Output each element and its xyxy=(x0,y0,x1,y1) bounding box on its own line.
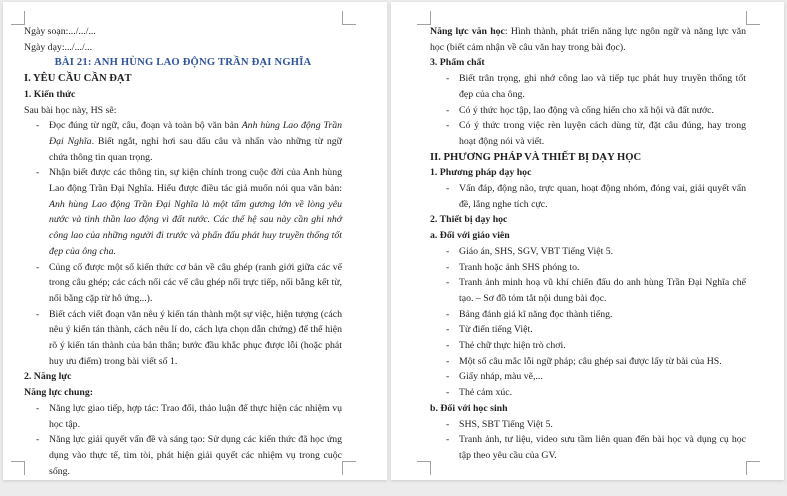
page-right-content xyxy=(430,24,746,464)
bullet-text xyxy=(459,244,746,260)
text-run: Tranh ảnh minh hoạ vũ khí chiến đấu do anh hùng Trần Đại Nghĩa chế tạo. – Sơ đồ tóm tắt nội dung bài đọc. xyxy=(459,277,746,304)
text-run: Thẻ cảm xúc. xyxy=(459,387,513,399)
bullet-dash-icon: - xyxy=(36,120,40,132)
bullet-item xyxy=(24,432,342,479)
page-left xyxy=(3,2,387,480)
bullet-text xyxy=(459,354,746,370)
bullet-dash-icon: - xyxy=(36,261,40,273)
bullet-text xyxy=(459,307,746,323)
text-run: Biết trân trọng, ghi nhớ công lao và tiếp tục phát huy truyền thống tốt đẹp của cha ông. xyxy=(459,73,746,100)
bullet-item xyxy=(430,118,746,149)
bullet-item xyxy=(430,307,746,323)
text-run: Năng lực chung: xyxy=(24,387,94,399)
bullet-dash-icon: - xyxy=(446,183,450,195)
text-run: 1. Phương pháp dạy học xyxy=(430,167,532,179)
page-right xyxy=(391,2,784,480)
bullet-dash-icon: - xyxy=(446,308,450,320)
text-run: 2. Năng lực xyxy=(24,371,72,383)
text-run: Giấy nháp, màu vẽ,... xyxy=(459,371,543,383)
bullet-dash-icon: - xyxy=(36,402,40,414)
crop-mark-bottom-right-icon xyxy=(746,461,760,475)
text-run: Ngày soạn:.../.../... xyxy=(24,26,96,37)
bullet-text xyxy=(459,369,746,385)
text-run: Anh hùng Lao động Trần Đại Nghĩa là một tấm gương lớn về lòng yêu nước và tinh thần lao động vì đất nước. Các thế hệ sau này cần ghi nhớ công lao của những người đi trước và phấn đấu phát huy truyền thống tốt đẹp của ông cha. xyxy=(49,198,342,257)
section-heading xyxy=(430,150,746,166)
bullet-item xyxy=(24,118,342,165)
paragraph xyxy=(24,103,342,119)
text-run: Có ý thức học tập, lao động và cống hiến cho xã hội và đất nước. xyxy=(459,104,714,116)
text-run: Sau bài học này, HS sẽ: xyxy=(24,104,117,116)
doc-title xyxy=(24,55,342,71)
sub-heading xyxy=(430,228,746,244)
bullet-item xyxy=(430,103,746,119)
text-run: Có ý thức trong việc rèn luyện cách dùng từ, đặt câu đúng, hay trong hoạt động nói và viết. xyxy=(459,120,746,147)
bullet-dash-icon: - xyxy=(36,434,40,446)
sub-heading xyxy=(430,165,746,181)
bullet-dash-icon: - xyxy=(446,277,450,289)
sub-heading xyxy=(24,385,342,401)
bullet-item xyxy=(24,260,342,307)
bullet-dash-icon: - xyxy=(446,387,450,399)
bullet-item xyxy=(430,432,746,463)
text-run: Ngày dạy:.../.../... xyxy=(24,41,93,53)
sub-heading xyxy=(430,212,746,228)
text-run: a. Đối với giáo viên xyxy=(430,230,510,242)
text-run: Biết cách viết đoạn văn nêu ý kiến tán thành một sự việc, hiện tượng (cách nêu ý kiến tán thành, cách nêu lí do, cách lựa chọn dẫn chứng) để thể hiện rõ ý kiến tán thành của bản thân; bước đầu khắc phục được lỗi (hoặc phát huy ưu điểm) trong bài viết số 1. xyxy=(49,308,342,367)
bullet-item xyxy=(430,275,746,306)
text-run: Tranh ảnh, tư liệu, video sưu tầm liên quan đến bài học và dụng cụ học tập theo yêu cầu của GV. xyxy=(459,434,746,461)
section-heading xyxy=(24,71,342,87)
text-run: Đọc đúng từ ngữ, câu, đoạn và toàn bộ văn bản xyxy=(49,120,242,132)
text-run: : Hình thành, phát triển năng lực ngôn ngữ và năng lực văn học (biết cảm nhận về câu văn hay trong bài đọc). xyxy=(430,26,747,53)
text-run: Năng lực giao tiếp, hợp tác: Trao đổi, thảo luận để thực hiện các nhiệm vụ học tập. xyxy=(49,402,342,430)
text-run: . Biết ngắt, nghỉ hơi sau dấu câu và nhấn vào những từ ngữ chứa thông tin quan trọng. xyxy=(49,135,342,163)
bullet-dash-icon: - xyxy=(446,434,450,446)
bullet-dash-icon: - xyxy=(446,120,450,132)
bullet-dash-icon: - xyxy=(446,261,450,273)
paragraph xyxy=(24,40,342,56)
bullet-dash-icon: - xyxy=(446,371,450,383)
text-run: Nhận biết được các thông tin, sự kiện chính trong cuộc đời của Anh hùng Lao động Trần Đại Nghĩa. Hiểu được điều tác giả muốn nói qua văn bản: xyxy=(49,167,342,195)
bullet-text xyxy=(459,322,746,338)
text-run: Một số câu mắc lỗi ngữ pháp; câu ghép sai được lấy từ bài của HS. xyxy=(459,355,722,367)
bullet-item xyxy=(430,385,746,401)
bullet-text xyxy=(459,417,746,433)
bullet-text xyxy=(459,260,746,276)
text-run: Thẻ chữ thực hiện trò chơi. xyxy=(459,340,566,352)
sub-heading xyxy=(430,401,746,417)
text-run: BÀI 21: ANH HÙNG LAO ĐỘNG TRẦN ĐẠI NGHĨA xyxy=(54,57,312,69)
text-run: Anh hùng Lao động Trần Đại Nghĩa xyxy=(49,120,343,147)
bullet-text xyxy=(459,103,746,119)
bullet-dash-icon: - xyxy=(446,418,450,430)
text-run: SHS, SBT Tiếng Việt 5. xyxy=(459,418,553,430)
text-run: Năng lực văn học xyxy=(430,26,505,37)
bullet-dash-icon: - xyxy=(446,245,450,257)
text-run: Tranh hoặc ảnh SHS phóng to. xyxy=(459,261,580,273)
bullet-text xyxy=(459,118,746,149)
bullet-dash-icon: - xyxy=(446,73,450,85)
text-run: Bảng đánh giá kĩ năng đọc thành tiếng. xyxy=(459,308,613,320)
bullet-dash-icon: - xyxy=(446,104,450,116)
text-run: I. YÊU CẦU CẦN ĐẠT xyxy=(24,73,132,85)
bullet-item xyxy=(430,71,746,102)
bullet-item xyxy=(430,417,746,433)
bullet-text xyxy=(459,432,746,463)
bullet-text xyxy=(49,118,342,165)
text-run: 2. Thiết bị dạy học xyxy=(430,214,508,226)
bullet-dash-icon: - xyxy=(446,340,450,352)
bullet-item xyxy=(430,338,746,354)
bullet-dash-icon: - xyxy=(36,308,40,320)
bullet-text xyxy=(459,275,746,306)
text-run: II. PHƯƠNG PHÁP VÀ THIẾT BỊ DẠY HỌC xyxy=(430,151,642,163)
bullet-text xyxy=(49,260,342,307)
text-run: Củng cố được một số kiến thức cơ bản về câu ghép (ranh giới giữa các vế trong câu ghép; các cách nối các vế câu ghép nối trực tiếp, nối bằng kết từ, nối bằng cặp từ hô ứng...). xyxy=(49,261,342,304)
crop-mark-bottom-left-icon xyxy=(11,461,25,475)
crop-mark-top-left-icon xyxy=(417,11,431,25)
text-run: 1. Kiến thức xyxy=(24,88,76,100)
bullet-text xyxy=(459,181,746,212)
text-run: Từ điển tiếng Việt. xyxy=(459,324,533,336)
crop-mark-bottom-right-icon xyxy=(342,461,356,475)
bullet-dash-icon: - xyxy=(36,167,40,179)
bullet-text xyxy=(459,71,746,102)
paragraph xyxy=(24,24,342,40)
bullet-item xyxy=(24,307,342,370)
sub-heading xyxy=(430,55,746,71)
crop-mark-top-right-icon xyxy=(746,11,760,25)
bullet-item xyxy=(430,244,746,260)
bullet-item xyxy=(24,165,342,259)
crop-mark-top-left-icon xyxy=(11,11,25,25)
bullet-item xyxy=(430,369,746,385)
bullet-text xyxy=(49,401,342,432)
page-left-content xyxy=(24,24,342,479)
text-run: 3. Phẩm chất xyxy=(430,57,485,69)
bullet-text xyxy=(49,307,342,370)
sub-heading xyxy=(24,87,342,103)
text-run: Vấn đáp, động não, trực quan, hoạt động nhóm, đóng vai, giải quyết vấn đề, lắng nghe tích cực. xyxy=(459,183,746,210)
text-run: Giáo án, SHS, SGV, VBT Tiếng Việt 5. xyxy=(459,245,614,257)
bullet-item xyxy=(430,260,746,276)
text-run: Năng lực giải quyết vấn đề và sáng tạo: Sử dụng các kiến thức đã học ứng dụng vào thực tế, tìm tòi, phát hiện giải quyết các nhiệm vụ trong cuộc sống. xyxy=(49,434,342,477)
bullet-text xyxy=(459,338,746,354)
crop-mark-bottom-left-icon xyxy=(417,461,431,475)
bullet-item xyxy=(24,401,342,432)
bullet-item xyxy=(430,354,746,370)
bullet-item xyxy=(430,322,746,338)
text-run: b. Đối với học sinh xyxy=(430,402,508,414)
sub-heading xyxy=(24,369,342,385)
bullet-text xyxy=(459,385,746,401)
bullet-dash-icon: - xyxy=(446,355,450,367)
bullet-text xyxy=(49,432,342,479)
bullet-dash-icon: - xyxy=(446,324,450,336)
paragraph xyxy=(430,24,746,55)
bullet-text xyxy=(49,165,342,259)
crop-mark-top-right-icon xyxy=(342,11,356,25)
bullet-item xyxy=(430,181,746,212)
